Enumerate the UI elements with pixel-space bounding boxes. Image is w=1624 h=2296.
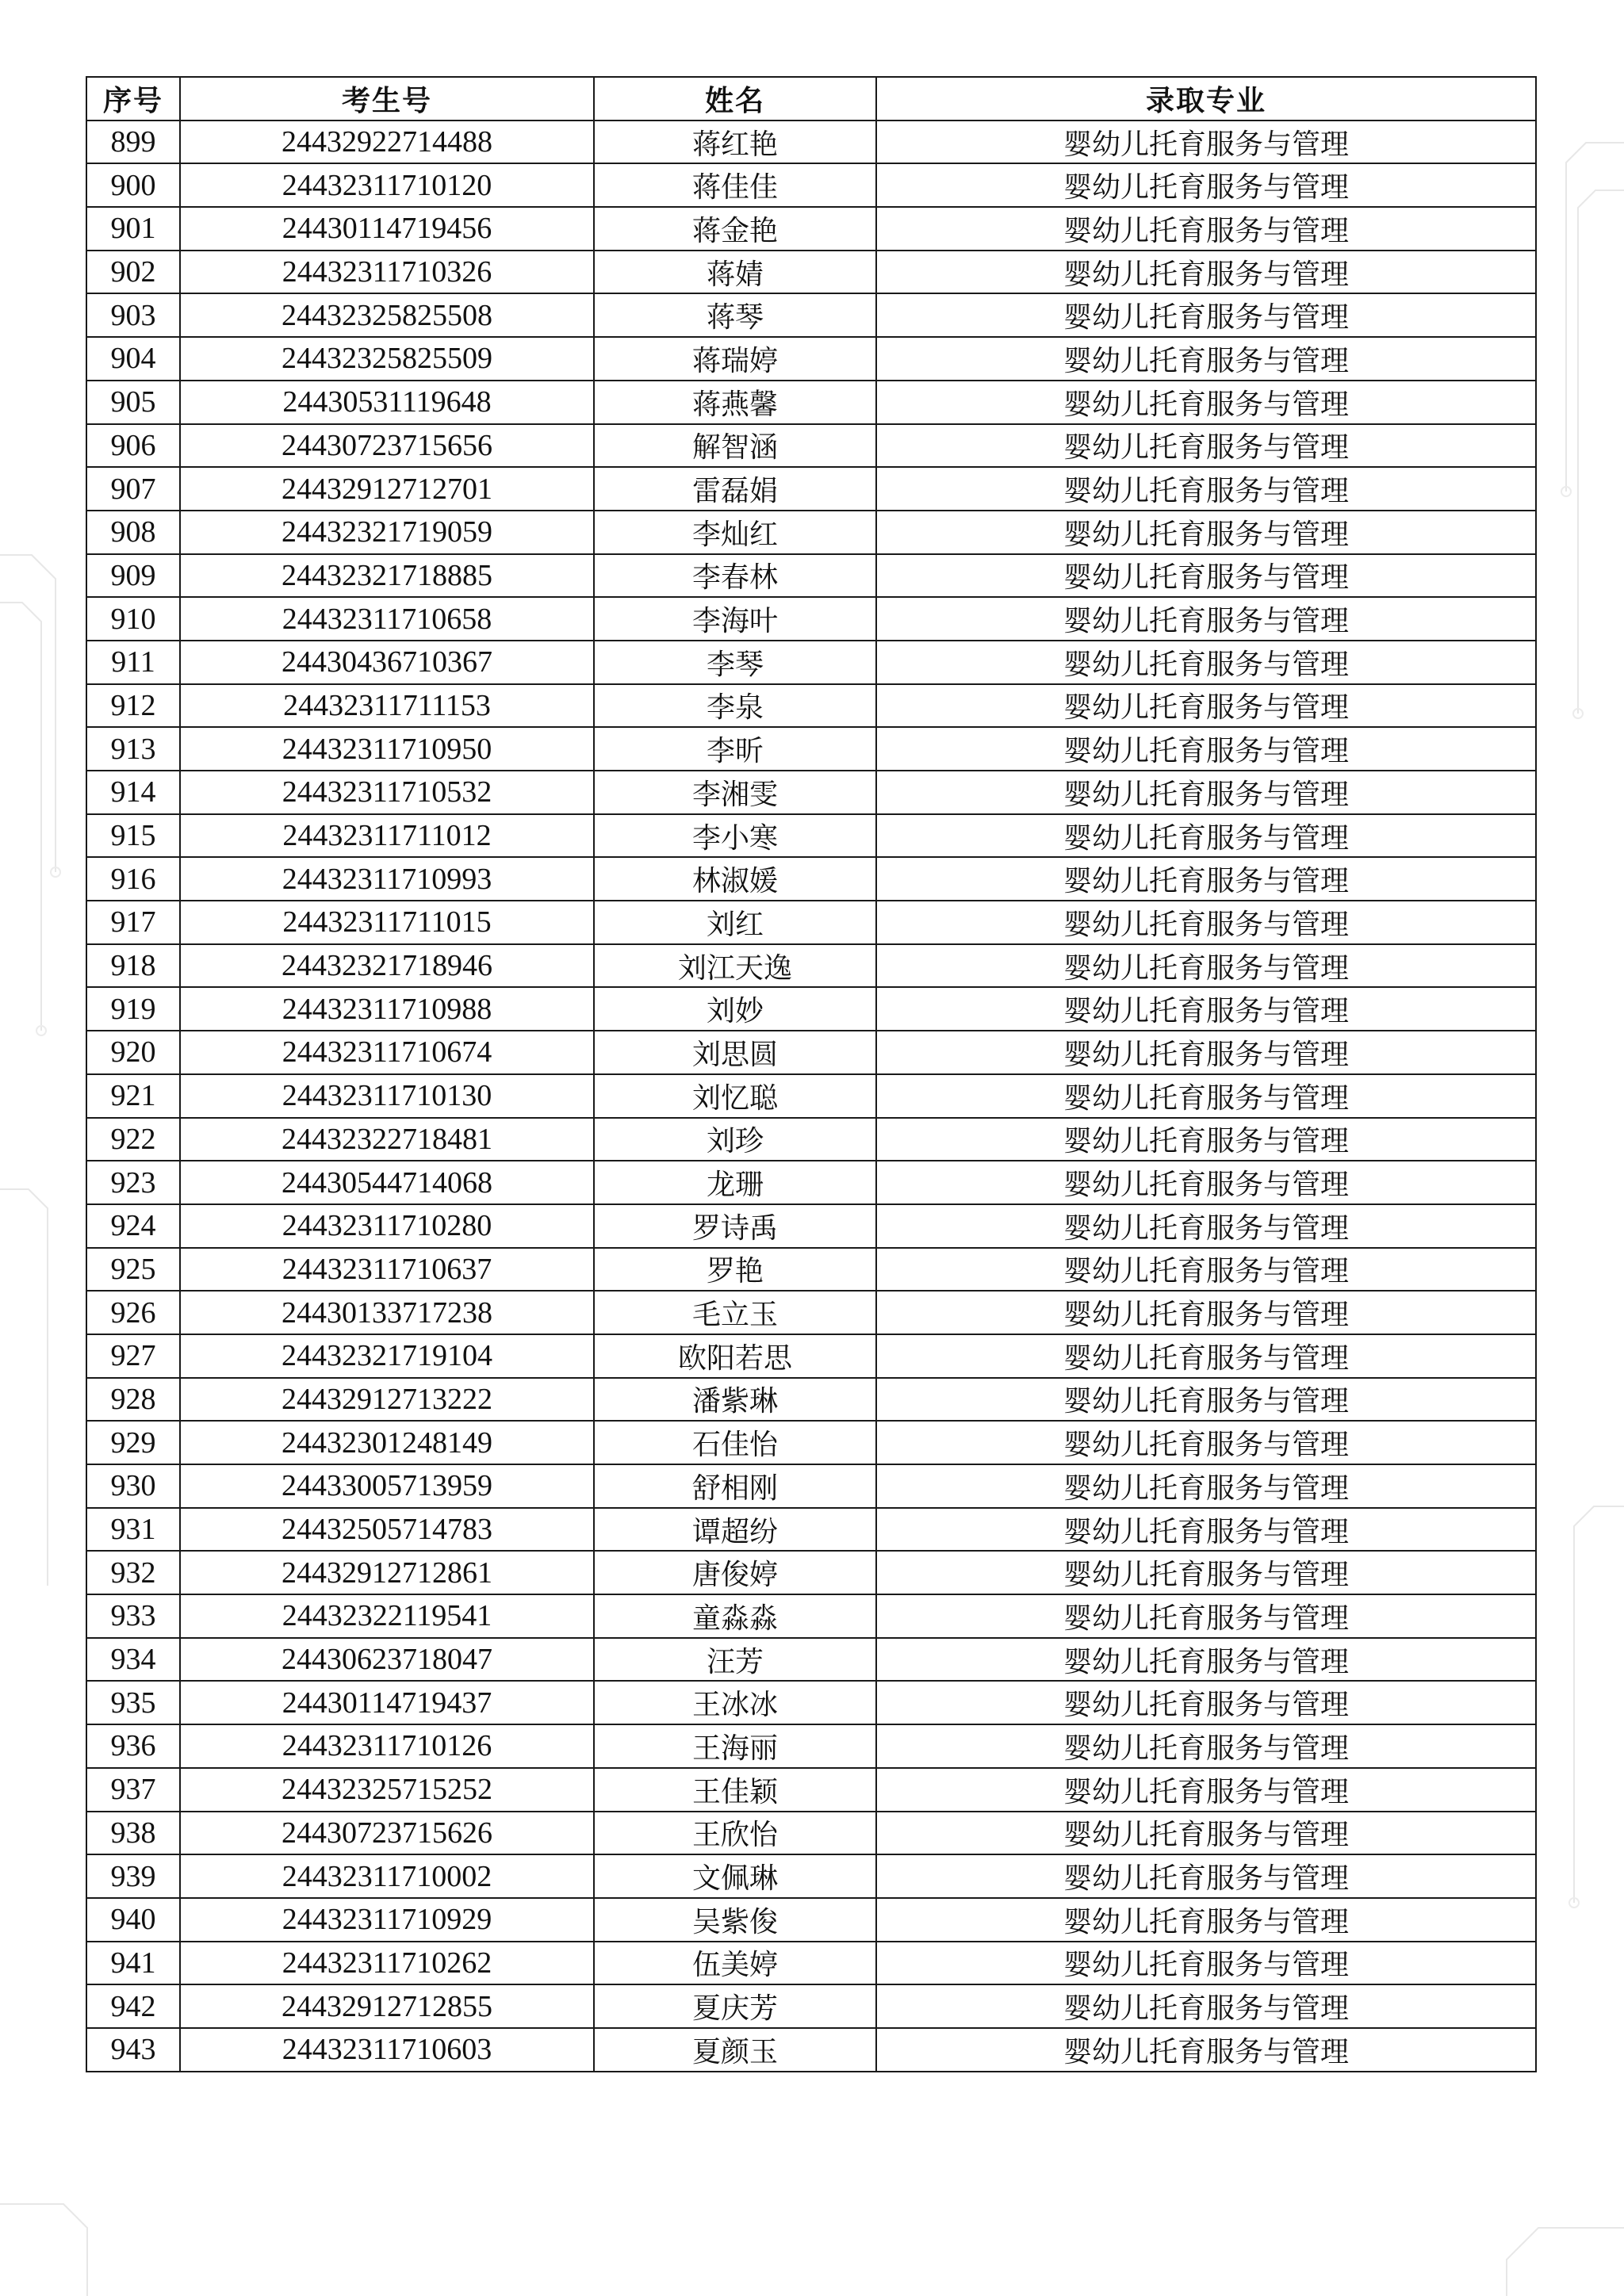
- cell-name: 蒋瑞婷: [594, 337, 876, 381]
- cell-major: 婴幼儿托育服务与管理: [876, 554, 1536, 598]
- cell-exam-id: 24432321718946: [180, 944, 594, 988]
- table-row: [86, 1334, 1536, 1378]
- table-row: [86, 1074, 1536, 1118]
- table-row: [86, 1508, 1536, 1552]
- cell-exam-id: 24430723715656: [180, 424, 594, 468]
- cell-major: 婴幼儿托育服务与管理: [876, 121, 1536, 164]
- cell-name: 刘妙: [594, 987, 876, 1031]
- cell-exam-id: 24432311711153: [180, 684, 594, 728]
- cell-major: 婴幼儿托育服务与管理: [876, 684, 1536, 728]
- cell-major: 婴幼儿托育服务与管理: [876, 1118, 1536, 1161]
- cell-seq: 942: [86, 1984, 180, 2028]
- cell-exam-id: 24430133717238: [180, 1291, 594, 1334]
- table-row: [86, 727, 1536, 771]
- cell-exam-id: 24430531119648: [180, 381, 594, 424]
- cell-exam-id: 24432321719104: [180, 1334, 594, 1378]
- table-row: [86, 1118, 1536, 1161]
- cell-name: 汪芳: [594, 1638, 876, 1682]
- cell-major: 婴幼儿托育服务与管理: [876, 163, 1536, 207]
- cell-seq: 939: [86, 1854, 180, 1898]
- table-row: [86, 1551, 1536, 1594]
- cell-name: 蒋燕馨: [594, 381, 876, 424]
- cell-name: 李春林: [594, 554, 876, 598]
- table-body: [86, 121, 1536, 2072]
- cell-major: 婴幼儿托育服务与管理: [876, 1812, 1536, 1855]
- cell-exam-id: 24432311710637: [180, 1248, 594, 1292]
- cell-exam-id: 24432311710674: [180, 1031, 594, 1074]
- cell-name: 夏庆芳: [594, 1984, 876, 2028]
- cell-major: 婴幼儿托育服务与管理: [876, 1984, 1536, 2028]
- cell-major: 婴幼儿托育服务与管理: [876, 1074, 1536, 1118]
- cell-name: 蒋金艳: [594, 207, 876, 251]
- table-row: [86, 944, 1536, 988]
- cell-seq: 929: [86, 1421, 180, 1464]
- cell-seq: 928: [86, 1378, 180, 1422]
- cell-name: 文佩琳: [594, 1854, 876, 1898]
- cell-seq: 912: [86, 684, 180, 728]
- cell-major: 婴幼儿托育服务与管理: [876, 944, 1536, 988]
- cell-major: 婴幼儿托育服务与管理: [876, 1898, 1536, 1942]
- cell-seq: 917: [86, 901, 180, 944]
- table-row: [86, 163, 1536, 207]
- cell-exam-id: 24430544714068: [180, 1161, 594, 1204]
- table-row: [86, 1378, 1536, 1422]
- cell-exam-id: 24432311710126: [180, 1724, 594, 1768]
- cell-seq: 938: [86, 1812, 180, 1855]
- cell-exam-id: 24432311710326: [180, 251, 594, 294]
- table-row: [86, 554, 1536, 598]
- table-row: [86, 1898, 1536, 1942]
- table-row: [86, 987, 1536, 1031]
- cell-seq: 933: [86, 1594, 180, 1638]
- cell-major: 婴幼儿托育服务与管理: [876, 814, 1536, 858]
- table-row: [86, 771, 1536, 814]
- cell-exam-id: 24432912712701: [180, 467, 594, 511]
- cell-seq: 919: [86, 987, 180, 1031]
- cell-major: 婴幼儿托育服务与管理: [876, 641, 1536, 684]
- cell-name: 王佳颖: [594, 1768, 876, 1812]
- cell-seq: 906: [86, 424, 180, 468]
- cell-seq: 914: [86, 771, 180, 814]
- cell-seq: 931: [86, 1508, 180, 1552]
- cell-name: 毛立玉: [594, 1291, 876, 1334]
- cell-seq: 915: [86, 814, 180, 858]
- table-row: [86, 511, 1536, 554]
- cell-exam-id: 24432321719059: [180, 511, 594, 554]
- table-row: [86, 1594, 1536, 1638]
- cell-major: 婴幼儿托育服务与管理: [876, 293, 1536, 337]
- cell-seq: 911: [86, 641, 180, 684]
- cell-major: 婴幼儿托育服务与管理: [876, 1334, 1536, 1378]
- cell-exam-id: 24432311710130: [180, 1074, 594, 1118]
- table-row: [86, 1421, 1536, 1464]
- cell-name: 夏颜玉: [594, 2028, 876, 2072]
- cell-exam-id: 24433005713959: [180, 1464, 594, 1508]
- cell-name: 李昕: [594, 727, 876, 771]
- cell-major: 婴幼儿托育服务与管理: [876, 1464, 1536, 1508]
- table-row: [86, 1724, 1536, 1768]
- table-row: [86, 1204, 1536, 1248]
- cell-major: 婴幼儿托育服务与管理: [876, 2028, 1536, 2072]
- cell-seq: 936: [86, 1724, 180, 1768]
- cell-major: 婴幼儿托育服务与管理: [876, 381, 1536, 424]
- table-row: [86, 467, 1536, 511]
- cell-name: 龙珊: [594, 1161, 876, 1204]
- table-row: [86, 1942, 1536, 1985]
- table-row: [86, 814, 1536, 858]
- cell-exam-id: 24432311710532: [180, 771, 594, 814]
- cell-exam-id: 24432311710002: [180, 1854, 594, 1898]
- admission-roster-table: [86, 76, 1537, 2072]
- cell-name: 解智涵: [594, 424, 876, 468]
- table-row: [86, 381, 1536, 424]
- cell-major: 婴幼儿托育服务与管理: [876, 251, 1536, 294]
- cell-name: 雷磊娟: [594, 467, 876, 511]
- cell-seq: 921: [86, 1074, 180, 1118]
- cell-seq: 903: [86, 293, 180, 337]
- cell-name: 潘紫琳: [594, 1378, 876, 1422]
- header-seq: 序号: [86, 77, 180, 121]
- cell-seq: 922: [86, 1118, 180, 1161]
- cell-major: 婴幼儿托育服务与管理: [876, 511, 1536, 554]
- cell-seq: 902: [86, 251, 180, 294]
- cell-exam-id: 24432322718481: [180, 1118, 594, 1161]
- table-row: [86, 251, 1536, 294]
- table-row: [86, 641, 1536, 684]
- cell-seq: 927: [86, 1334, 180, 1378]
- header-major: 录取专业: [876, 77, 1536, 121]
- cell-major: 婴幼儿托育服务与管理: [876, 1204, 1536, 1248]
- cell-seq: 932: [86, 1551, 180, 1594]
- cell-major: 婴幼儿托育服务与管理: [876, 987, 1536, 1031]
- table-row: [86, 207, 1536, 251]
- cell-seq: 923: [86, 1161, 180, 1204]
- cell-seq: 920: [86, 1031, 180, 1074]
- cell-major: 婴幼儿托育服务与管理: [876, 337, 1536, 381]
- header-exam-id: 考生号: [180, 77, 594, 121]
- cell-exam-id: 24432311710658: [180, 597, 594, 641]
- table-row: [86, 424, 1536, 468]
- cell-exam-id: 24432311711015: [180, 901, 594, 944]
- header-name: 姓名: [594, 77, 876, 121]
- cell-major: 婴幼儿托育服务与管理: [876, 1594, 1536, 1638]
- table-row: [86, 1768, 1536, 1812]
- cell-major: 婴幼儿托育服务与管理: [876, 901, 1536, 944]
- cell-major: 婴幼儿托育服务与管理: [876, 1768, 1536, 1812]
- cell-name: 欧阳若思: [594, 1334, 876, 1378]
- table-row: [86, 1464, 1536, 1508]
- table-row: [86, 1812, 1536, 1855]
- cell-seq: 910: [86, 597, 180, 641]
- cell-name: 蒋佳佳: [594, 163, 876, 207]
- cell-seq: 924: [86, 1204, 180, 1248]
- cell-seq: 904: [86, 337, 180, 381]
- cell-name: 李琴: [594, 641, 876, 684]
- cell-exam-id: 24432505714783: [180, 1508, 594, 1552]
- cell-seq: 905: [86, 381, 180, 424]
- cell-seq: 925: [86, 1248, 180, 1292]
- cell-seq: 934: [86, 1638, 180, 1682]
- cell-name: 李湘雯: [594, 771, 876, 814]
- cell-exam-id: 24432325715252: [180, 1768, 594, 1812]
- cell-major: 婴幼儿托育服务与管理: [876, 1724, 1536, 1768]
- cell-name: 蒋红艳: [594, 121, 876, 164]
- cell-exam-id: 24430114719456: [180, 207, 594, 251]
- cell-name: 李泉: [594, 684, 876, 728]
- cell-name: 舒相刚: [594, 1464, 876, 1508]
- cell-exam-id: 24432311711012: [180, 814, 594, 858]
- cell-exam-id: 24432311710929: [180, 1898, 594, 1942]
- cell-exam-id: 24432311710950: [180, 727, 594, 771]
- cell-major: 婴幼儿托育服务与管理: [876, 207, 1536, 251]
- cell-name: 罗诗禹: [594, 1204, 876, 1248]
- table-header-row: [86, 77, 1536, 121]
- cell-seq: 918: [86, 944, 180, 988]
- cell-seq: 916: [86, 857, 180, 901]
- cell-major: 婴幼儿托育服务与管理: [876, 467, 1536, 511]
- cell-major: 婴幼儿托育服务与管理: [876, 597, 1536, 641]
- table-row: [86, 1681, 1536, 1724]
- cell-exam-id: 24432311710280: [180, 1204, 594, 1248]
- cell-exam-id: 24432325825509: [180, 337, 594, 381]
- cell-seq: 913: [86, 727, 180, 771]
- table-row: [86, 293, 1536, 337]
- cell-seq: 901: [86, 207, 180, 251]
- cell-exam-id: 24430114719437: [180, 1681, 594, 1724]
- cell-name: 王冰冰: [594, 1681, 876, 1724]
- table-row: [86, 901, 1536, 944]
- cell-exam-id: 24432922714488: [180, 121, 594, 164]
- cell-exam-id: 24432912713222: [180, 1378, 594, 1422]
- cell-exam-id: 24430723715626: [180, 1812, 594, 1855]
- cell-exam-id: 24432912712861: [180, 1551, 594, 1594]
- table-row: [86, 684, 1536, 728]
- cell-seq: 935: [86, 1681, 180, 1724]
- admission-roster-sheet: [86, 76, 1535, 2072]
- cell-seq: 908: [86, 511, 180, 554]
- cell-name: 蒋琴: [594, 293, 876, 337]
- cell-name: 吴紫俊: [594, 1898, 876, 1942]
- cell-name: 童淼淼: [594, 1594, 876, 1638]
- cell-seq: 907: [86, 467, 180, 511]
- cell-name: 王欣怡: [594, 1812, 876, 1855]
- cell-exam-id: 24432311710993: [180, 857, 594, 901]
- cell-name: 谭超纷: [594, 1508, 876, 1552]
- cell-seq: 937: [86, 1768, 180, 1812]
- cell-exam-id: 24432325825508: [180, 293, 594, 337]
- table-row: [86, 1291, 1536, 1334]
- cell-exam-id: 24432322119541: [180, 1594, 594, 1638]
- cell-name: 林淑媛: [594, 857, 876, 901]
- cell-major: 婴幼儿托育服务与管理: [876, 1942, 1536, 1985]
- table-row: [86, 121, 1536, 164]
- cell-seq: 930: [86, 1464, 180, 1508]
- cell-seq: 941: [86, 1942, 180, 1985]
- cell-major: 婴幼儿托育服务与管理: [876, 1031, 1536, 1074]
- cell-exam-id: 24432321718885: [180, 554, 594, 598]
- cell-major: 婴幼儿托育服务与管理: [876, 1638, 1536, 1682]
- cell-name: 李灿红: [594, 511, 876, 554]
- table-row: [86, 1984, 1536, 2028]
- cell-name: 伍美婷: [594, 1942, 876, 1985]
- cell-exam-id: 24432311710120: [180, 163, 594, 207]
- table-row: [86, 1031, 1536, 1074]
- cell-major: 婴幼儿托育服务与管理: [876, 1248, 1536, 1292]
- table-row: [86, 1248, 1536, 1292]
- cell-major: 婴幼儿托育服务与管理: [876, 1421, 1536, 1464]
- table-row: [86, 597, 1536, 641]
- cell-major: 婴幼儿托育服务与管理: [876, 424, 1536, 468]
- cell-name: 李小寒: [594, 814, 876, 858]
- cell-major: 婴幼儿托育服务与管理: [876, 1508, 1536, 1552]
- cell-name: 李海叶: [594, 597, 876, 641]
- cell-seq: 943: [86, 2028, 180, 2072]
- cell-seq: 909: [86, 554, 180, 598]
- table-row: [86, 2028, 1536, 2072]
- cell-exam-id: 24432301248149: [180, 1421, 594, 1464]
- cell-name: 刘忆聪: [594, 1074, 876, 1118]
- cell-major: 婴幼儿托育服务与管理: [876, 1854, 1536, 1898]
- cell-seq: 900: [86, 163, 180, 207]
- cell-exam-id: 24430623718047: [180, 1638, 594, 1682]
- table-row: [86, 337, 1536, 381]
- cell-name: 唐俊婷: [594, 1551, 876, 1594]
- cell-major: 婴幼儿托育服务与管理: [876, 1551, 1536, 1594]
- cell-major: 婴幼儿托育服务与管理: [876, 1681, 1536, 1724]
- cell-exam-id: 24432311710603: [180, 2028, 594, 2072]
- table-row: [86, 1638, 1536, 1682]
- cell-major: 婴幼儿托育服务与管理: [876, 1378, 1536, 1422]
- cell-exam-id: 24432311710988: [180, 987, 594, 1031]
- cell-exam-id: 24432311710262: [180, 1942, 594, 1985]
- cell-major: 婴幼儿托育服务与管理: [876, 727, 1536, 771]
- cell-major: 婴幼儿托育服务与管理: [876, 1291, 1536, 1334]
- cell-exam-id: 24430436710367: [180, 641, 594, 684]
- table-row: [86, 1161, 1536, 1204]
- cell-seq: 899: [86, 121, 180, 164]
- cell-name: 刘江天逸: [594, 944, 876, 988]
- table-row: [86, 1854, 1536, 1898]
- cell-name: 王海丽: [594, 1724, 876, 1768]
- cell-exam-id: 24432912712855: [180, 1984, 594, 2028]
- cell-name: 刘红: [594, 901, 876, 944]
- cell-name: 石佳怡: [594, 1421, 876, 1464]
- cell-name: 蒋婧: [594, 251, 876, 294]
- cell-major: 婴幼儿托育服务与管理: [876, 1161, 1536, 1204]
- cell-major: 婴幼儿托育服务与管理: [876, 771, 1536, 814]
- table-row: [86, 857, 1536, 901]
- cell-name: 罗艳: [594, 1248, 876, 1292]
- cell-name: 刘珍: [594, 1118, 876, 1161]
- cell-name: 刘思圆: [594, 1031, 876, 1074]
- cell-major: 婴幼儿托育服务与管理: [876, 857, 1536, 901]
- cell-seq: 940: [86, 1898, 180, 1942]
- cell-seq: 926: [86, 1291, 180, 1334]
